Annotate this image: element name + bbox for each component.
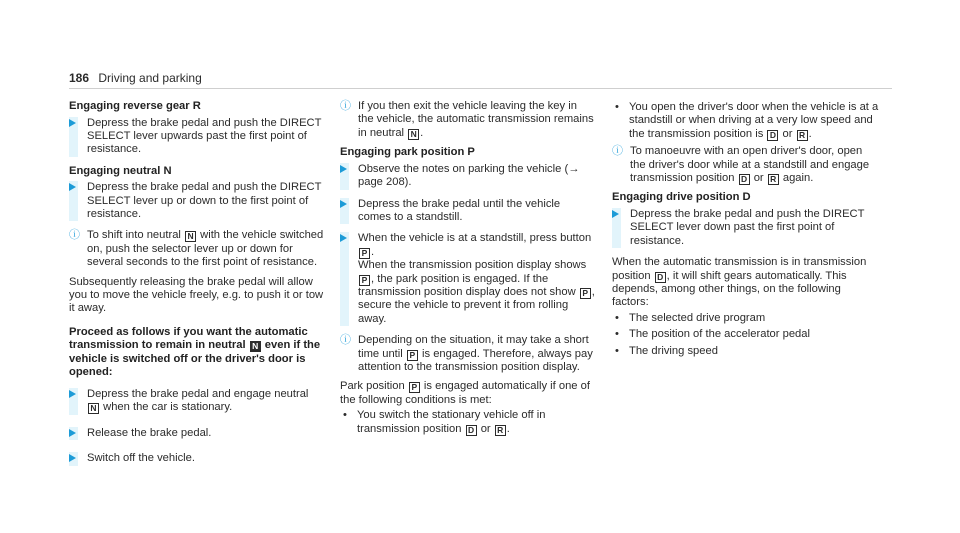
key-r-icon: R: [797, 130, 808, 141]
bullet-text-part: You switch the stationary vehicle off in transmission position: [357, 409, 546, 435]
step-standstill: [340, 198, 595, 225]
heading-part: Proceed as follows if you want the automatic transmission to remain in neutral: [69, 325, 308, 352]
step-engage-neutral: [69, 388, 324, 415]
note-text: [358, 334, 595, 374]
page-number: 186: [69, 71, 90, 85]
bullet-open-door: [612, 101, 880, 141]
bullet-factor: [612, 312, 880, 325]
key-n-icon: N: [250, 341, 261, 352]
bullet-factor: [612, 345, 880, 358]
step-text: [358, 163, 595, 190]
bullet-text: The selected drive program: [629, 311, 766, 324]
step-text-part: When the transmission position display shows: [358, 259, 587, 272]
bullet-text-part: You open the driver's door when the vehicle is at a standstill or when driving at a very low speed and the transmission position is: [629, 101, 879, 140]
note-text: [630, 145, 880, 185]
heading-part: even if the vehicle is switched off or the driver's door is opened:: [69, 339, 321, 379]
note-text: If you then exit the vehicle leaving the key in the vehicle, the automatic transmission remains in neutral N .: [358, 100, 594, 139]
column-1: [69, 100, 324, 474]
step-press-p: [340, 232, 595, 326]
key-p-icon: P: [409, 382, 420, 393]
note-text-part: If you then exit the vehicle leaving the key in the vehicle, the automatic transmission remains in neutral: [358, 100, 594, 139]
note-exit-vehicle: [340, 100, 595, 140]
key-n-icon: N: [185, 231, 196, 242]
note-manoeuvre: [612, 145, 880, 185]
note-text-part: is engaged. Therefore, always pay attention to the transmission position display.: [358, 347, 593, 373]
paragraph-part: Park position: [340, 380, 405, 393]
bullet-text: The position of the accelerator pedal: [629, 328, 810, 341]
bullet-text: You open the driver's door when the vehicle is at a standstill or when driving at a very low speed and the transmission position is D or R .: [629, 101, 879, 140]
step-text: Depress the brake pedal and push the DIRECT SELECT lever upwards past the first point of resistance.: [87, 116, 322, 156]
step-arrow-icon: [69, 390, 76, 398]
heading-park: Engaging park position P: [340, 146, 475, 159]
paragraph-drive-auto: [612, 256, 880, 310]
header-rule: [69, 88, 892, 89]
key-r-icon: R: [495, 425, 506, 436]
step-text: Depress the brake pedal and push the DIRECT SELECT lever down past the first point of resistance.: [630, 207, 865, 247]
key-r-icon: R: [768, 174, 779, 185]
key-d-icon: D: [466, 425, 477, 436]
note-text-part: To manoeuvre with an open driver's door, open the driver's door while at a standstill and engage transmission position: [630, 145, 870, 185]
step-text-part: Depress the brake pedal and engage neutral: [87, 387, 309, 400]
bullet-factor: [612, 328, 880, 341]
step-release-brake: [69, 427, 324, 440]
key-p-icon: P: [359, 248, 370, 259]
bullet-text-part: or: [480, 422, 491, 435]
note-text-part: again.: [782, 172, 814, 185]
bullet-text: You switch the stationary vehicle off in transmission position D or R .: [357, 409, 546, 435]
column-2: [340, 100, 595, 439]
step-arrow-icon: [69, 454, 76, 462]
key-d-icon: D: [767, 130, 778, 141]
bullet-text: The driving speed: [629, 344, 718, 357]
bullet-text-part: or: [782, 127, 793, 140]
bullet-icon: •: [343, 409, 347, 422]
key-p-icon: P: [580, 288, 591, 299]
page-ref-link[interactable]: page 208).: [358, 176, 412, 189]
bullet-icon: •: [615, 328, 619, 341]
step-arrow-icon: [612, 210, 619, 218]
note-text-part: Depending on the situation, it may take a short time until: [358, 334, 589, 360]
step-text: Switch off the vehicle.: [87, 452, 195, 465]
paragraph-part: When the automatic transmission is in transmission position: [612, 256, 867, 282]
note-text-part: with the vehicle switched on, push the selector lever up or down for several seconds to the first point of resistance.: [87, 229, 324, 269]
step-text-part: , the park position is engaged. If the transmission position display does not show: [358, 272, 576, 298]
step-reverse: [69, 117, 324, 157]
section-title: Driving and parking: [98, 71, 202, 85]
step-arrow-icon: [69, 183, 76, 191]
key-n-icon: N: [408, 129, 419, 140]
info-icon: ⓘ: [340, 100, 351, 112]
key-n-icon: N: [88, 403, 99, 414]
note-depending: [340, 334, 595, 374]
step-switch-off: [69, 452, 324, 465]
paragraph-part: , it will shift gears automatically. This depends, among other things, on the following factors:: [612, 269, 847, 309]
step-arrow-icon: [340, 165, 347, 173]
step-text: Depress the brake pedal until the vehicle comes to a standstill.: [358, 197, 561, 223]
step-arrow-icon: [340, 200, 347, 208]
heading-proceed: [69, 326, 324, 380]
step-text-part: when the car is stationary.: [103, 401, 233, 414]
info-icon: ⓘ: [340, 334, 351, 347]
paragraph-part: is engaged automatically if one of the following conditions is met:: [340, 380, 590, 406]
step-text: Release the brake pedal.: [87, 426, 212, 439]
key-d-icon: D: [655, 272, 666, 283]
heading-drive: Engaging drive position D: [612, 191, 751, 204]
info-icon: ⓘ: [69, 229, 80, 242]
step-text: When the vehicle is at a standstill, press button P . When the transmission position display shows P , the park position is engaged. If the transmission position display does not show P , secure the vehicle to prevent it from rolling away.: [358, 232, 595, 325]
step-text: [87, 388, 324, 415]
paragraph-park-auto: [340, 380, 595, 407]
info-icon: ⓘ: [612, 145, 623, 158]
note-text-part: To shift into neutral: [87, 229, 181, 242]
bullet-icon: •: [615, 311, 619, 324]
step-observe: [340, 163, 595, 190]
heading-reverse-gear: Engaging reverse gear R: [69, 100, 201, 112]
note-shift-neutral: [69, 229, 324, 269]
bullet-icon: •: [615, 344, 619, 357]
step-arrow-icon: [69, 119, 76, 127]
column-3: [612, 100, 880, 361]
note-text: [87, 229, 324, 269]
step-text-part: Observe the notes on parking the vehicle (: [358, 162, 569, 175]
step-arrow-icon: [69, 429, 76, 437]
step-text-part: , secure the vehicle to prevent it from rolling away.: [358, 285, 595, 325]
step-neutral: [69, 181, 324, 221]
page-header: [69, 71, 202, 85]
step-drive: [612, 208, 880, 248]
note-text-part: or: [753, 172, 764, 185]
step-arrow-icon: [340, 234, 347, 242]
key-d-icon: D: [739, 174, 750, 185]
step-text-part: When the vehicle is at a standstill, press button: [358, 232, 592, 245]
step-bar: [340, 232, 349, 326]
paragraph-release: Subsequently releasing the brake pedal will allow you to move the vehicle freely, e.g. to push it or tow it away.: [69, 275, 324, 315]
bullet-switch-off: [340, 409, 595, 436]
heading-neutral: Engaging neutral N: [69, 164, 172, 177]
key-p-icon: P: [407, 350, 418, 361]
step-text: Depress the brake pedal and push the DIRECT SELECT lever up or down to the first point of resistance.: [87, 181, 322, 221]
bullet-icon: •: [615, 101, 619, 113]
page-ref-arrow-icon: →: [568, 162, 580, 175]
key-p-icon: P: [359, 275, 370, 286]
